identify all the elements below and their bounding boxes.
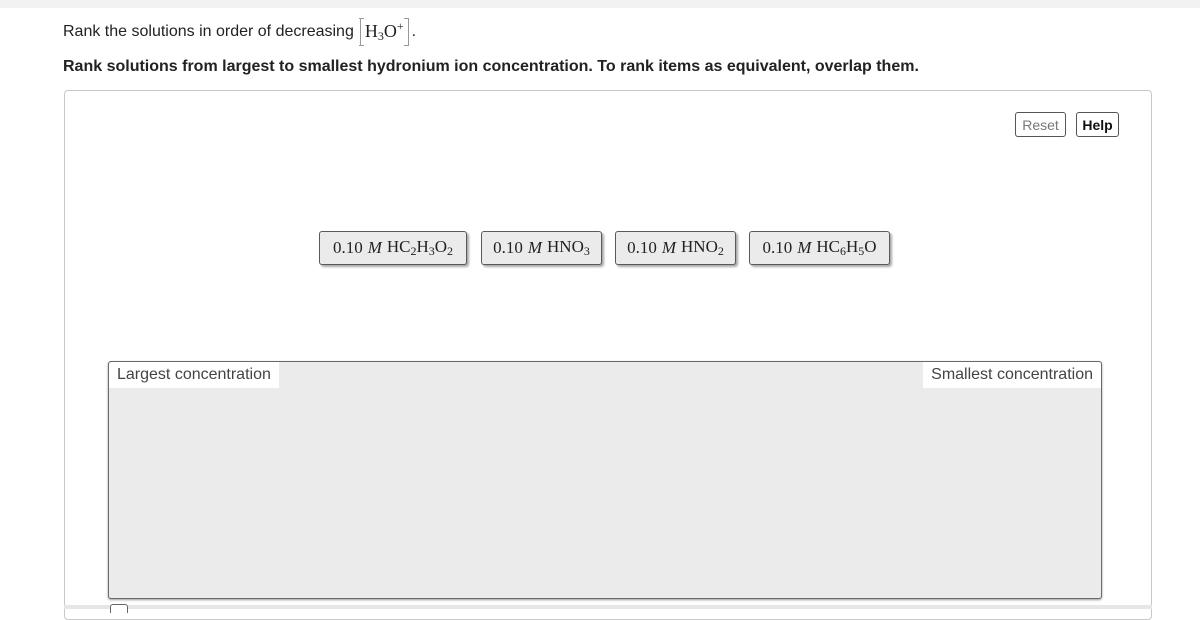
question-text [63,18,416,46]
tile-nitric-acid[interactable]: 0.10 M $HNO_3$ [481,231,602,265]
instruction-text: Rank solutions from largest to smallest hydronium ion concentration. To rank items as equivalent, overlap them. [63,58,919,75]
top-bar [0,0,1200,8]
tile-nitrous-acid[interactable]: 0.10 M $HNO_2$ [615,231,736,265]
tile-acetic-acid[interactable]: 0.10 M $HC_2H_3O_2$ [319,231,467,265]
rank-drop-zone[interactable] [108,361,1102,599]
question-suffix: . [411,23,417,40]
question-prefix: Rank the solutions in order of decreasing [63,23,354,40]
largest-label: Largest concentration [109,362,279,388]
hydronium-formula: $H_3O^+$ [360,18,409,46]
bottom-divider [64,605,1152,609]
smallest-label: Smallest concentration [923,362,1101,388]
reset-button[interactable]: Reset [1015,112,1066,137]
tile-phenol[interactable]: 0.10 M $HC_6H_5O$ [749,231,890,265]
help-button[interactable]: Help [1076,112,1119,137]
